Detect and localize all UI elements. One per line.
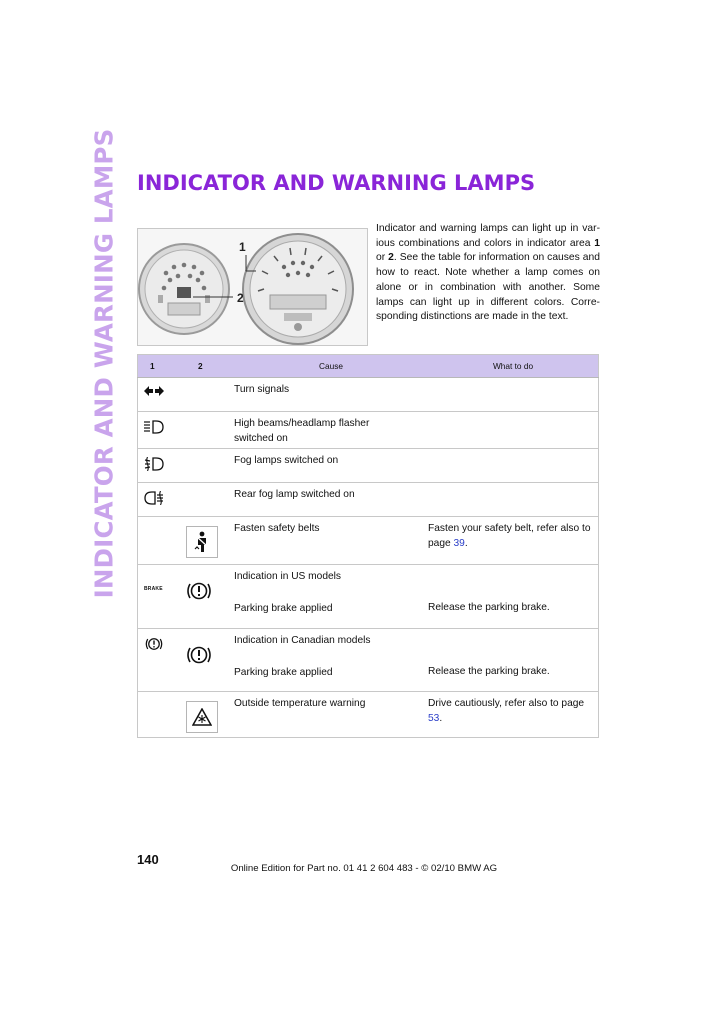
header-cause: Cause [234,355,428,378]
cause-cell: Turn signals [234,378,428,412]
table-row [138,692,599,738]
parking-brake-icon [186,645,212,665]
turn-signal-icon [144,386,164,396]
footer-edition: Online Edition for Part no. 01 41 2 604 483 - © 02/10 BMW AG [230,863,498,874]
table-row [138,517,599,565]
cause-cell: High beams/headlamp flasher switched on [234,412,428,449]
cause-cell: Outside temperature warning [234,692,428,738]
cause-cell: Fog lamps switched on [234,449,428,483]
intro-text-1: Indicator and warning lamps can light up in var-ious combinations and colors in indicator area [376,223,600,249]
parking-brake-icon-small [144,637,164,651]
page-title: INDICATOR AND WARNING LAMPS [137,171,536,195]
brake-label-icon: BRAKE [144,586,163,592]
what-to-do-cell: Fasten your safety belt, refer also to page 39. [428,517,599,565]
page-number: 140 [137,852,159,867]
intro-text-3: . See the table for information on causes and how to react. Note whether a lamp comes on alone or in combination with another. Some lamps can light up in different colors. Corre-sponding distinctions are made in the text. [376,252,600,323]
table-header-row [138,355,599,378]
side-chapter-title [84,128,124,598]
header-what-to-do: What to do [428,355,599,378]
intro-paragraph [376,222,600,325]
rear-fog-lamp-icon [144,491,164,505]
instrument-cluster-image [137,228,368,346]
what-to-do-cell: Release the parking brake. [428,565,599,629]
cause-cell: Rear fog lamp switched on [234,483,428,517]
callout-2: 2 [237,291,244,305]
page-link[interactable]: 53 [428,712,440,724]
parking-brake-icon [186,581,212,601]
intro-area-2: 2 [388,252,394,264]
table-row [138,629,599,692]
intro-area-1: 1 [594,237,600,249]
cause-cell: Indication in Canadian models Parking brake applied [234,629,428,692]
table-row [138,378,599,412]
instrument-cluster-drawing [138,229,367,345]
side-chapter-title-text: INDICATOR AND WARNING LAMPS [89,128,119,598]
table-row [138,565,599,629]
intro-text-2: or [376,252,389,264]
what-to-do-cell: Drive cautiously, refer also to page 53. [428,692,599,738]
fog-lamp-icon [144,457,164,471]
table-row [138,449,599,483]
cause-cell: Indication in US models Parking brake applied [234,565,428,629]
high-beam-icon [144,420,164,434]
header-col-1: 1 [138,355,187,378]
what-to-do-cell: Release the parking brake. [428,629,599,692]
page-link[interactable]: 39 [453,537,465,549]
seat-belt-icon [186,526,218,558]
table-row [138,483,599,517]
ice-warning-icon [186,701,218,733]
callout-1: 1 [239,240,246,254]
table-row [138,412,599,449]
cause-cell: Fasten safety belts [234,517,428,565]
lamps-table [137,354,599,738]
header-col-2: 2 [186,355,234,378]
